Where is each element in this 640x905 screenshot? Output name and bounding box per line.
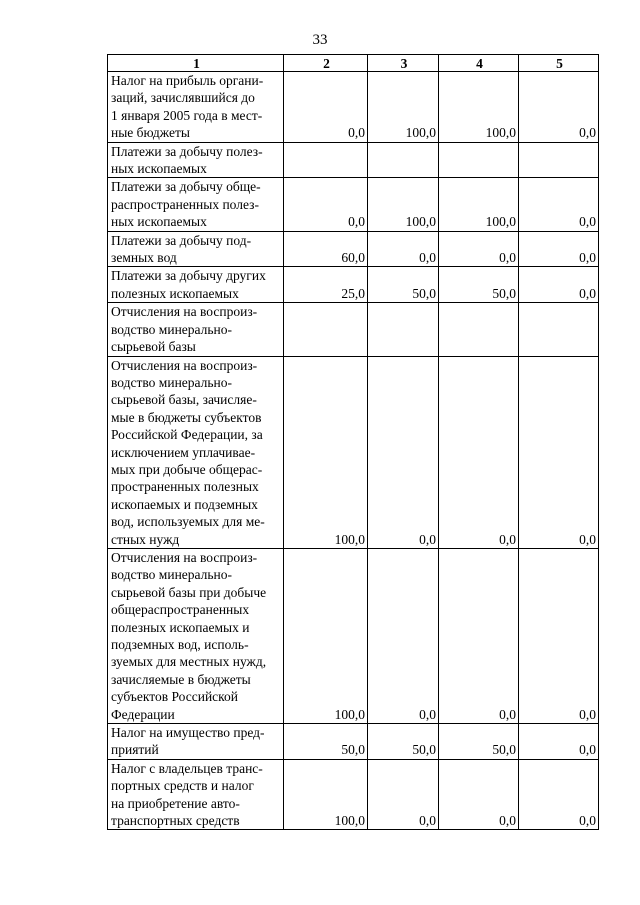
value-cell-col-3: 50,0	[368, 267, 439, 303]
row-label-line: на приобретение авто-	[111, 795, 240, 811]
value-cell-col-3: 100,0	[368, 178, 439, 231]
value-cell-col-5: 0,0	[519, 724, 599, 760]
revenue-distribution-table	[107, 54, 599, 830]
value-cell-col-4: 50,0	[439, 267, 519, 303]
column-header-3: 3	[368, 55, 439, 72]
table-row	[108, 759, 599, 830]
row-label-line: портных средств и налог	[111, 778, 254, 794]
value-cell-col-3: 0,0	[368, 548, 439, 723]
row-label-line: Отчисления на воспроиз-	[111, 304, 258, 320]
row-label-line: сырьевой базы при добыче	[111, 584, 267, 600]
value-cell-col-2	[284, 142, 368, 178]
value-cell-col-2: 0,0	[284, 72, 368, 143]
row-label-line: Платежи за добычу обще-	[111, 179, 261, 195]
value-cell-col-4: 100,0	[439, 178, 519, 231]
value-cell-col-3	[368, 303, 439, 356]
value-cell-col-4	[439, 142, 519, 178]
value-cell-col-3: 0,0	[368, 231, 439, 267]
value-cell-col-4: 0,0	[439, 231, 519, 267]
row-label	[108, 303, 284, 356]
row-label	[108, 178, 284, 231]
row-label-line: исключением уплачивае-	[111, 444, 256, 460]
row-label-line: ископаемых и подземных	[111, 496, 258, 512]
row-label-line: общераспространенных	[111, 602, 250, 618]
table-row	[108, 724, 599, 760]
row-label-line: сырьевой базы, зачисляе-	[111, 392, 257, 408]
table-header-row	[108, 55, 599, 72]
row-label-line: Отчисления на воспроиз-	[111, 549, 258, 565]
row-label-line: заций, зачислявшийся до	[111, 90, 255, 106]
column-header-2: 2	[284, 55, 368, 72]
row-label-line: мые в бюджеты субъектов	[111, 409, 262, 425]
value-cell-col-4: 0,0	[439, 759, 519, 830]
row-label-line: вод, используемых для ме-	[111, 514, 265, 530]
row-label-line: водство минерально-	[111, 374, 233, 390]
page-number: 33	[312, 32, 328, 48]
table-row	[108, 267, 599, 303]
value-cell-col-3	[368, 142, 439, 178]
row-label	[108, 267, 284, 303]
value-cell-col-2: 50,0	[284, 724, 368, 760]
table-row	[108, 231, 599, 267]
row-label-line: Платежи за добычу полез-	[111, 143, 263, 159]
row-label	[108, 724, 284, 760]
value-cell-col-2: 60,0	[284, 231, 368, 267]
row-label	[108, 356, 284, 548]
value-cell-col-3: 50,0	[368, 724, 439, 760]
table-row	[108, 356, 599, 548]
row-label-line: полезных ископаемых	[111, 285, 239, 301]
row-label	[108, 759, 284, 830]
value-cell-col-5	[519, 303, 599, 356]
value-cell-col-3: 100,0	[368, 72, 439, 143]
row-label-line: пространенных полезных	[111, 479, 259, 495]
value-cell-col-5: 0,0	[519, 548, 599, 723]
row-label-line: ные бюджеты	[111, 125, 190, 141]
row-label-line: зуемых для местных нужд,	[111, 654, 267, 670]
column-header-1: 1	[108, 55, 284, 72]
row-label-line: ных ископаемых	[111, 161, 207, 177]
table-row	[108, 72, 599, 143]
row-label	[108, 231, 284, 267]
column-header-4: 4	[439, 55, 519, 72]
row-label-line: 1 января 2005 года в мест-	[111, 107, 263, 123]
value-cell-col-5: 0,0	[519, 72, 599, 143]
table-row	[108, 303, 599, 356]
value-cell-col-2: 0,0	[284, 178, 368, 231]
row-label-line: зачисляемые в бюджеты	[111, 671, 251, 687]
value-cell-col-2: 100,0	[284, 759, 368, 830]
row-label	[108, 142, 284, 178]
value-cell-col-5: 0,0	[519, 356, 599, 548]
row-label	[108, 548, 284, 723]
row-label-line: стных нужд	[111, 531, 180, 547]
row-label-line: субъектов Российской	[111, 689, 239, 705]
value-cell-col-2: 100,0	[284, 356, 368, 548]
table-row	[108, 548, 599, 723]
row-label-line: сырьевой базы	[111, 339, 196, 355]
value-cell-col-5	[519, 142, 599, 178]
value-cell-col-5: 0,0	[519, 759, 599, 830]
row-label-line: транспортных средств	[111, 813, 240, 829]
value-cell-col-4: 100,0	[439, 72, 519, 143]
row-label-line: Отчисления на воспроиз-	[111, 357, 258, 373]
table-row	[108, 142, 599, 178]
value-cell-col-5: 0,0	[519, 267, 599, 303]
row-label-line: Федерации	[111, 706, 175, 722]
row-label-line: Налог на прибыль органи-	[111, 73, 264, 88]
row-label-line: водство минерально-	[111, 567, 233, 583]
table-body	[108, 72, 599, 830]
row-label-line: полезных ископаемых и	[111, 619, 250, 635]
row-label-line: мых при добыче общерас-	[111, 461, 263, 477]
row-label	[108, 72, 284, 143]
value-cell-col-4: 0,0	[439, 356, 519, 548]
table-row	[108, 178, 599, 231]
row-label-line: земных вод	[111, 250, 177, 266]
column-header-5: 5	[519, 55, 599, 72]
value-cell-col-5: 0,0	[519, 178, 599, 231]
value-cell-col-3: 0,0	[368, 356, 439, 548]
value-cell-col-2: 25,0	[284, 267, 368, 303]
row-label-line: распространенных полез-	[111, 196, 259, 212]
value-cell-col-2	[284, 303, 368, 356]
row-label-line: водство минерально-	[111, 321, 233, 337]
value-cell-col-4: 0,0	[439, 548, 519, 723]
row-label-line: ных ископаемых	[111, 214, 207, 230]
value-cell-col-4	[439, 303, 519, 356]
row-label-line: Налог с владельцев транс-	[111, 760, 263, 776]
row-label-line: Платежи за добычу под-	[111, 232, 252, 248]
row-label-line: подземных вод, исполь-	[111, 637, 249, 652]
row-label-line: приятий	[111, 742, 159, 758]
row-label-line: Платежи за добычу других	[111, 268, 266, 284]
value-cell-col-4: 50,0	[439, 724, 519, 760]
row-label-line: Налог на имущество пред-	[111, 725, 265, 741]
value-cell-col-2: 100,0	[284, 548, 368, 723]
row-label-line: Российской Федерации, за	[111, 427, 263, 443]
value-cell-col-5: 0,0	[519, 231, 599, 267]
value-cell-col-3: 0,0	[368, 759, 439, 830]
